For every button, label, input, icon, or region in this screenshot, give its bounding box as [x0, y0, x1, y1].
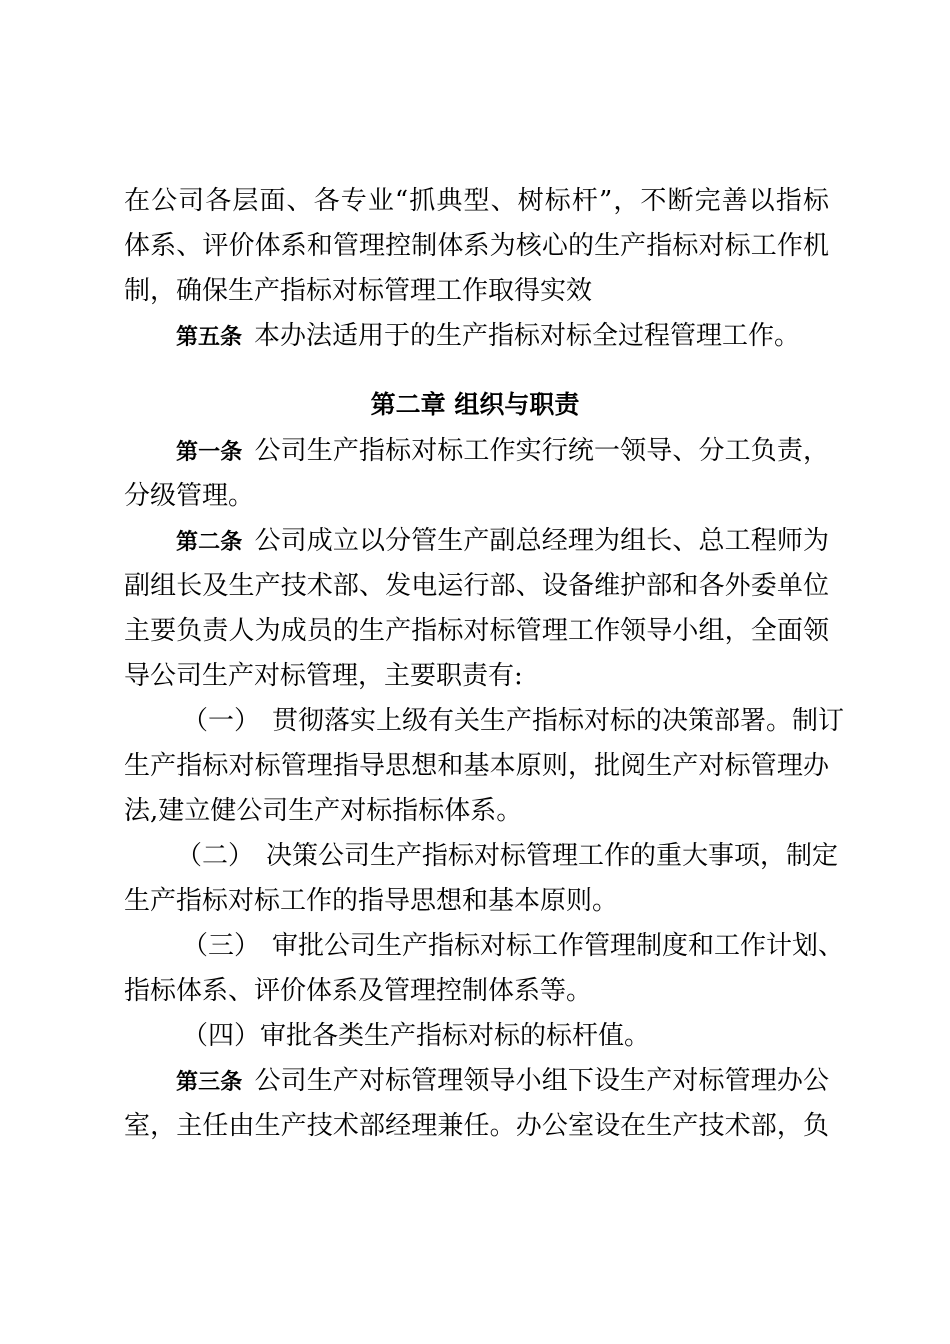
chapter-heading: 第二章 组织与职责	[370, 390, 580, 419]
item-text: 贯彻落实上级有关生产指标对标的决策部署。制订	[272, 706, 845, 736]
article-label: 第二条	[176, 530, 243, 555]
article-five	[176, 321, 829, 353]
paragraph-line: 制，确保生产指标对标管理工作取得实效	[124, 276, 593, 306]
item-label: （一）	[182, 706, 261, 736]
item-text: 决策公司生产指标对标管理工作的重大事项，制定	[266, 841, 839, 871]
paragraph-line: 导公司生产对标管理，主要职责有:	[124, 661, 523, 691]
duty-item-one	[182, 706, 845, 736]
duty-item-four: （四）审批各类生产指标对标的标杆值。	[182, 1021, 651, 1051]
paragraph-line: 指标体系、评价体系及管理控制体系等。	[124, 976, 593, 1006]
paragraph-line: 分级管理。	[124, 481, 255, 511]
paragraph-line: 法,建立健公司生产对标指标体系。	[124, 796, 523, 826]
paragraph-line: 生产指标对标管理指导思想和基本原则，批阅生产对标管理办	[124, 751, 829, 781]
paragraph-line: 副组长及生产技术部、发电运行部、设备维护部和各外委单位	[124, 571, 829, 601]
duty-item-three	[182, 931, 845, 961]
item-text: 审批公司生产指标对标工作管理制度和工作计划、	[272, 931, 845, 961]
article-three	[176, 1066, 829, 1098]
article-two	[176, 526, 829, 558]
paragraph-line: 主要负责人为成员的生产指标对标管理工作领导小组，全面领	[124, 616, 829, 646]
article-text: 公司生产指标对标工作实行统一领导、分工负责，	[254, 436, 829, 466]
item-label: （二）	[176, 841, 255, 871]
paragraph-line: 室，主任由生产技术部经理兼任。办公室设在生产技术部，负	[124, 1111, 829, 1141]
article-text: 公司成立以分管生产副总经理为组长、总工程师为	[254, 526, 829, 556]
article-one	[176, 436, 829, 468]
article-label: 第三条	[176, 1070, 243, 1095]
article-text: 公司生产对标管理领导小组下设生产对标管理办公	[254, 1066, 829, 1096]
paragraph-line: 在公司各层面、各专业“抓典型、树标杆”，不断完善以指标	[124, 186, 829, 216]
article-text: 本办法适用于的生产指标对标全过程管理工作。	[254, 321, 801, 351]
paragraph-line: 生产指标对标工作的指导思想和基本原则。	[124, 886, 619, 916]
duty-item-two	[176, 841, 839, 871]
article-label: 第五条	[176, 325, 243, 350]
paragraph-line: 体系、评价体系和管理控制体系为核心的生产指标对标工作机	[124, 231, 829, 261]
article-label: 第一条	[176, 440, 243, 465]
item-label: （三）	[182, 931, 261, 961]
